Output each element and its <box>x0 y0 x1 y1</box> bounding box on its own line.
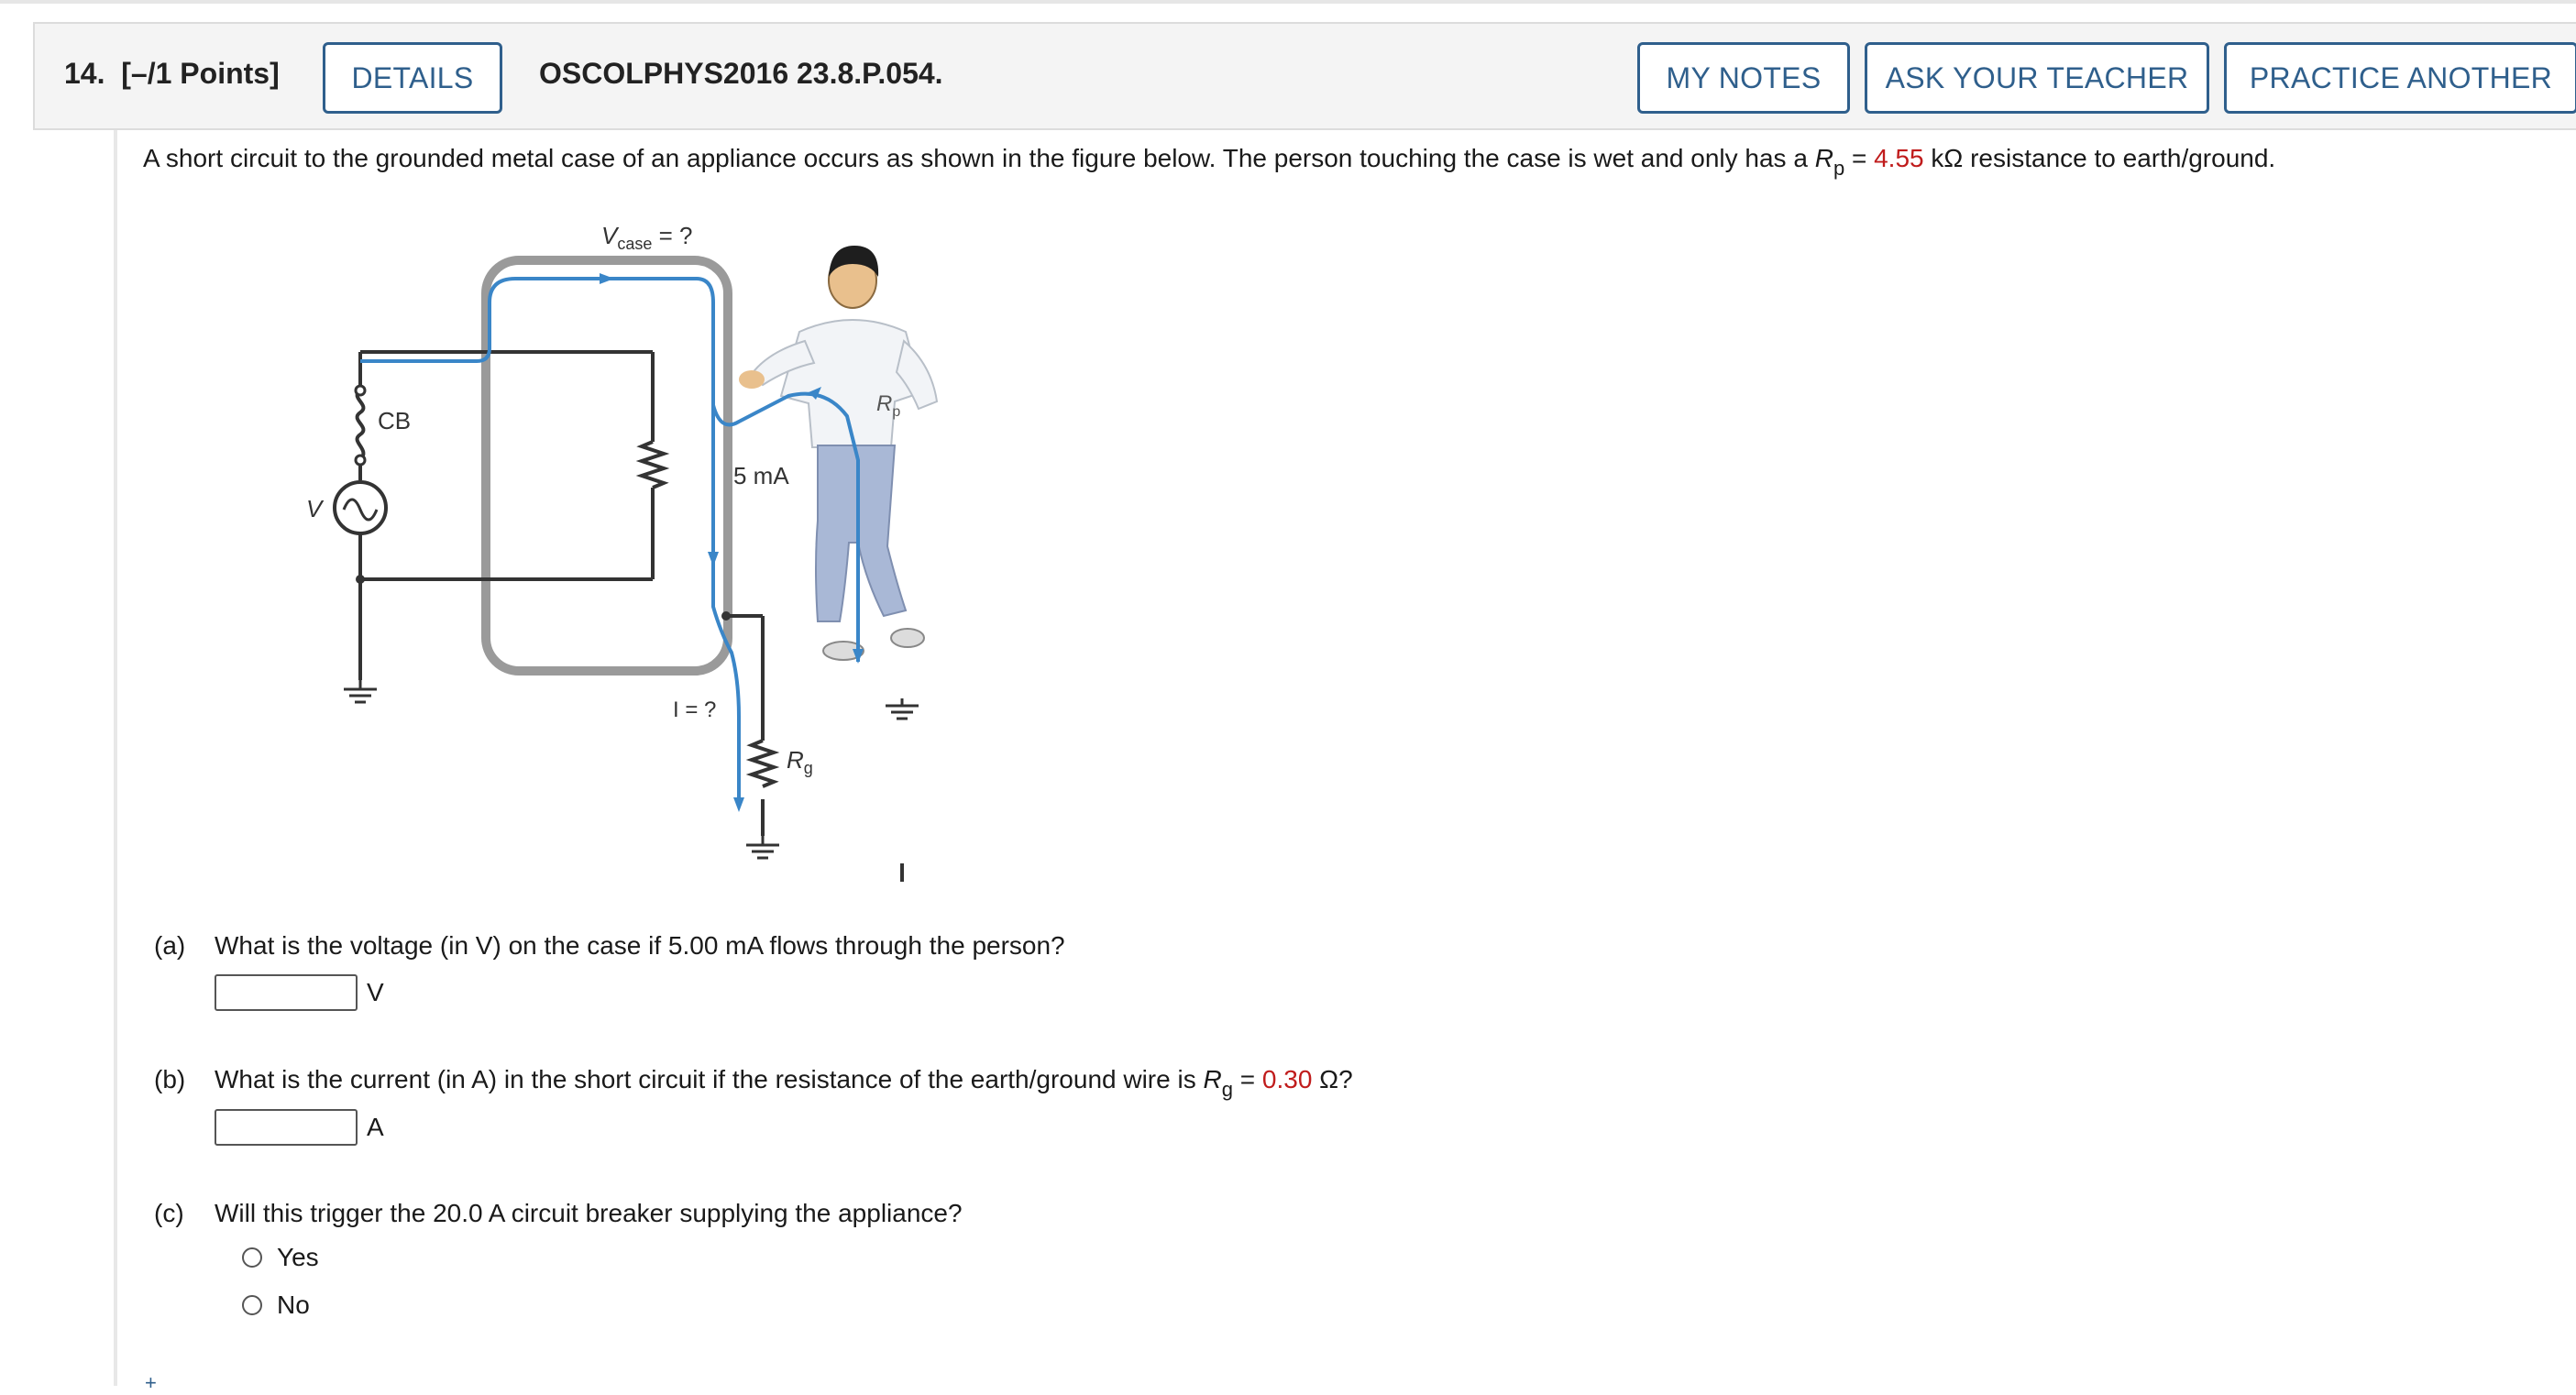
option-no[interactable] <box>242 1291 310 1320</box>
question-code: OSCOLPHYS2016 23.8.P.054. <box>539 57 943 90</box>
radio-no[interactable] <box>242 1295 262 1315</box>
part-b-question: (b) What is the current (in A) in the short circuit if the resistance of the earth/ground wire is $R_g = 0.30$ Ω? <box>154 1065 1353 1101</box>
part-a-answer-row <box>215 974 384 1011</box>
current-5ma-label: 5 mA <box>733 462 789 489</box>
current-i-label: I = ? <box>673 698 717 722</box>
question-number: 14. [–/1 Points] <box>64 57 280 90</box>
ask-teacher-button[interactable]: ASK YOUR TEACHER <box>1865 42 2209 114</box>
option-yes-label: Yes <box>277 1243 319 1271</box>
load-resistor <box>642 442 664 488</box>
problem-statement: A short circuit to the grounded metal case of an appliance occurs as shown in the figure below. The person touching the case is wet and only has a $R_p = 4.55$ kΩ resistance to earth/ground. <box>143 144 2276 180</box>
part-b-answer-input[interactable] <box>215 1109 358 1146</box>
footer-mark: + <box>145 1371 157 1394</box>
appliance-case <box>486 260 728 671</box>
top-rule <box>0 0 2576 4</box>
option-no-label: No <box>277 1291 310 1319</box>
part-a-unit: V <box>367 978 384 1006</box>
rg-resistor <box>752 741 774 786</box>
ground-symbols <box>344 680 919 858</box>
option-yes[interactable] <box>242 1243 319 1272</box>
person-figure <box>739 246 937 660</box>
part-b-unit: A <box>367 1113 384 1141</box>
content-left-rule <box>114 130 117 1386</box>
part-a-answer-input[interactable] <box>215 974 358 1011</box>
my-notes-button[interactable]: MY NOTES <box>1637 42 1850 114</box>
radio-yes[interactable] <box>242 1247 262 1268</box>
circuit-breaker <box>358 390 364 460</box>
details-button[interactable]: DETAILS <box>323 42 502 114</box>
part-a-question: (a) What is the voltage (in V) on the case if 5.00 mA flows through the person? <box>154 931 1065 960</box>
rg-label: $R_g$ <box>787 746 813 777</box>
v-label: V <box>306 495 323 522</box>
part-b-answer-row <box>215 1109 384 1146</box>
rp-value: 4.55 <box>1874 144 1924 172</box>
vcase-label: $V_{case}$ = ? <box>601 222 693 253</box>
cb-label: CB <box>378 407 412 434</box>
practice-another-button[interactable]: PRACTICE ANOTHER <box>2224 42 2576 114</box>
rg-value: 0.30 <box>1261 1065 1313 1093</box>
part-c-question: (c) Will this trigger the 20.0 A circuit breaker supplying the appliance? <box>154 1199 963 1227</box>
rp-label: $R_p$ <box>876 391 901 420</box>
question-header <box>33 22 2576 130</box>
circuit-figure <box>275 203 972 882</box>
